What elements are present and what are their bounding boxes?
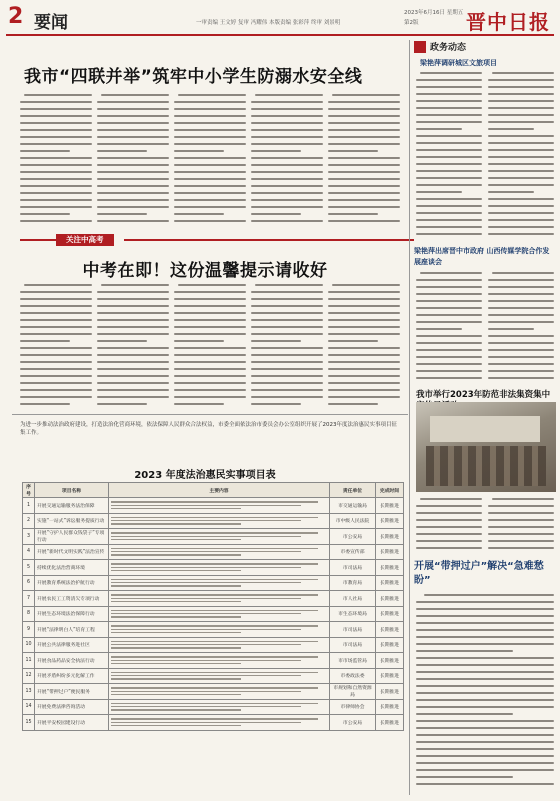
- project-name: 开展“带押过户”便民服务: [35, 684, 109, 700]
- responsible-unit: 市律师协会: [330, 699, 376, 715]
- row-number: 7: [23, 591, 35, 607]
- item2-body: [416, 272, 554, 384]
- story-column-3: [174, 94, 246, 226]
- completion-time: 长期推进: [376, 529, 404, 545]
- project-content: [109, 699, 330, 715]
- completion-time: 长期推进: [376, 668, 404, 684]
- item1-headline: 梁艳萍调研城区文旅项目: [420, 59, 497, 67]
- main-headline: 我市“四联并举”筑牢中小学生防溺水安全线: [24, 67, 363, 87]
- table-body: [23, 498, 404, 731]
- story-column-1: [20, 94, 92, 226]
- item3-column-1: [416, 498, 482, 554]
- band-rule-right: [124, 239, 414, 241]
- responsible-unit: 市交通运输局: [330, 498, 376, 514]
- column-header: 序号: [23, 483, 35, 498]
- photo-banner: [430, 416, 540, 442]
- project-content: [109, 560, 330, 576]
- exam-headline: 中考在即！这份温馨提示请收好: [82, 261, 328, 281]
- project-content: [109, 544, 330, 560]
- row-number: 3: [23, 529, 35, 545]
- table-row: [23, 498, 404, 514]
- responsible-unit: 市司法局: [330, 637, 376, 653]
- project-name: 开展免费法律咨询活动: [35, 699, 109, 715]
- row-number: 15: [23, 715, 35, 731]
- page-number: 2: [8, 4, 24, 29]
- lower-left-body: [416, 640, 417, 641]
- project-content: [109, 575, 330, 591]
- column-header: 责任单位: [330, 483, 376, 498]
- responsible-unit: 市规划和自然资源局: [330, 684, 376, 700]
- table-row: [23, 637, 404, 653]
- row-number: 9: [23, 622, 35, 638]
- table-notice: 为进一步推动法治政府建设，打造法治化营商环境，依法保障人民群众合法权益，市委全面依法治市委员会办公室组织开展了2023年度法治惠民实事项目征集工作。: [20, 422, 398, 436]
- column-header: 主要内容: [109, 483, 330, 498]
- project-name: 开展“法律明白人”培育工程: [35, 622, 109, 638]
- photo-crowd: [426, 446, 546, 486]
- project-content: [109, 622, 330, 638]
- completion-time: 长期推进: [376, 606, 404, 622]
- responsible-unit: 市公安局: [330, 529, 376, 545]
- project-name: 开展“新时代文明实践”法治宣传: [35, 544, 109, 560]
- row-number: 4: [23, 544, 35, 560]
- project-name: 开展农民工工资清欠专项行动: [35, 591, 109, 607]
- exam-column-5: [328, 284, 400, 410]
- row-number: 1: [23, 498, 35, 514]
- responsible-unit: 市委政法委: [330, 668, 376, 684]
- row-number: 10: [23, 637, 35, 653]
- project-content: [109, 668, 330, 684]
- project-name: 开展公共法律服务进社区: [35, 637, 109, 653]
- row-number: 13: [23, 684, 35, 700]
- item1-body: [416, 72, 554, 240]
- page-header: [6, 4, 554, 36]
- exam-column-2: [97, 284, 169, 410]
- item2-headline: 梁艳萍出席晋中市政府 山西传媒学院合作发展座谈会: [414, 247, 550, 266]
- table-row: [23, 668, 404, 684]
- completion-time: 长期推进: [376, 513, 404, 529]
- project-content: [109, 606, 330, 622]
- row-number: 2: [23, 513, 35, 529]
- event-photo: [416, 402, 556, 492]
- completion-time: 长期推进: [376, 575, 404, 591]
- project-table: [22, 482, 404, 731]
- gov-news-title: 政务动态: [430, 43, 467, 53]
- story-column-2: [97, 94, 169, 226]
- column-divider: [409, 40, 410, 795]
- table-row: [23, 715, 404, 731]
- gov-news-header: [414, 40, 554, 56]
- item4-column: [416, 594, 554, 790]
- responsible-unit: 市生态环境局: [330, 606, 376, 622]
- completion-time: 长期推进: [376, 622, 404, 638]
- exam-column-3: [174, 284, 246, 410]
- table-row: [23, 529, 404, 545]
- project-content: [109, 513, 330, 529]
- table-row: [23, 699, 404, 715]
- row-number: 5: [23, 560, 35, 576]
- item3-headline: 我市举行2023年防范非法集资集中: [416, 390, 551, 400]
- main-story-body: [20, 94, 400, 226]
- project-content: [109, 684, 330, 700]
- table-title: 2023 年度法治惠民实事项目表: [134, 470, 276, 481]
- table-row: [23, 606, 404, 622]
- table-row: [23, 560, 404, 576]
- row-number: 11: [23, 653, 35, 669]
- column-header: 项目名称: [35, 483, 109, 498]
- completion-time: 长期推进: [376, 653, 404, 669]
- band-rule-left: [20, 239, 56, 241]
- table-row: [23, 622, 404, 638]
- item2-column-2: [488, 272, 554, 384]
- exam-story-body: [20, 284, 400, 412]
- feature-band-label: 关注中高考: [56, 234, 114, 246]
- section-title: 要闻: [34, 13, 68, 33]
- row-number: 6: [23, 575, 35, 591]
- project-name: 实施“一站式”诉讼服务提质行动: [35, 513, 109, 529]
- item4-body: [416, 594, 554, 794]
- story-column-5: [328, 94, 400, 226]
- issue-date: 2023年6月16日 星期五: [404, 10, 464, 16]
- responsible-unit: 市中级人民法院: [330, 513, 376, 529]
- story-column-4: [251, 94, 323, 226]
- table-row: [23, 591, 404, 607]
- project-name: 开展“守护人民群众钱袋子”专项行动: [35, 529, 109, 545]
- item3-body: [416, 498, 554, 554]
- table-row: [23, 653, 404, 669]
- table-header-row: [23, 483, 404, 498]
- responsible-unit: 市市场监管局: [330, 653, 376, 669]
- item3-column-2: [488, 498, 554, 554]
- page-label: 第2版: [404, 20, 419, 26]
- responsible-unit: 市委宣传部: [330, 544, 376, 560]
- project-name: 开展矛盾纠纷多元化解工作: [35, 668, 109, 684]
- table-row: [23, 513, 404, 529]
- completion-time: 长期推进: [376, 544, 404, 560]
- responsible-unit: 市司法局: [330, 560, 376, 576]
- project-name: 开展生态环境法治保障行动: [35, 606, 109, 622]
- row-number: 8: [23, 606, 35, 622]
- row-number: 12: [23, 668, 35, 684]
- masthead-logo: 晋中日报: [466, 10, 550, 34]
- completion-time: 长期推进: [376, 498, 404, 514]
- completion-time: 长期推进: [376, 560, 404, 576]
- table-row: [23, 575, 404, 591]
- project-name: 开展交通运输服务法治保障: [35, 498, 109, 514]
- item2-column-1: [416, 272, 482, 384]
- completion-time: 长期推进: [376, 637, 404, 653]
- section-marker-icon: [414, 41, 426, 53]
- project-content: [109, 529, 330, 545]
- responsible-unit: 市人社局: [330, 591, 376, 607]
- item4-headline: 开展“带押过户”解决“急难愁盼”: [414, 561, 544, 586]
- exam-column-4: [251, 284, 323, 410]
- completion-time: 长期推进: [376, 715, 404, 731]
- responsible-unit: 市公安局: [330, 715, 376, 731]
- responsible-unit: 市教育局: [330, 575, 376, 591]
- project-content: [109, 498, 330, 514]
- divider: [12, 414, 408, 415]
- project-content: [109, 715, 330, 731]
- item1-column-2: [488, 72, 554, 240]
- column-header: 完成时间: [376, 483, 404, 498]
- completion-time: 长期推进: [376, 684, 404, 700]
- project-name: 开展教育系统法治护航行动: [35, 575, 109, 591]
- project-content: [109, 637, 330, 653]
- exam-column-1: [20, 284, 92, 410]
- table-row: [23, 684, 404, 700]
- row-number: 14: [23, 699, 35, 715]
- project-name: 开展食品药品安全执法行动: [35, 653, 109, 669]
- item1-column-1: [416, 72, 482, 240]
- feature-band: [6, 234, 406, 246]
- completion-time: 长期推进: [376, 699, 404, 715]
- completion-time: 长期推进: [376, 591, 404, 607]
- editor-credits: 一审责编 王文婷 复审 冯耀伟 本版责编 张彩萍 终审 刘景明: [196, 20, 341, 26]
- responsible-unit: 市司法局: [330, 622, 376, 638]
- project-name: 开展平安校园建设行动: [35, 715, 109, 731]
- project-name: 持续优化法治营商环境: [35, 560, 109, 576]
- project-content: [109, 653, 330, 669]
- table-row: [23, 544, 404, 560]
- project-content: [109, 591, 330, 607]
